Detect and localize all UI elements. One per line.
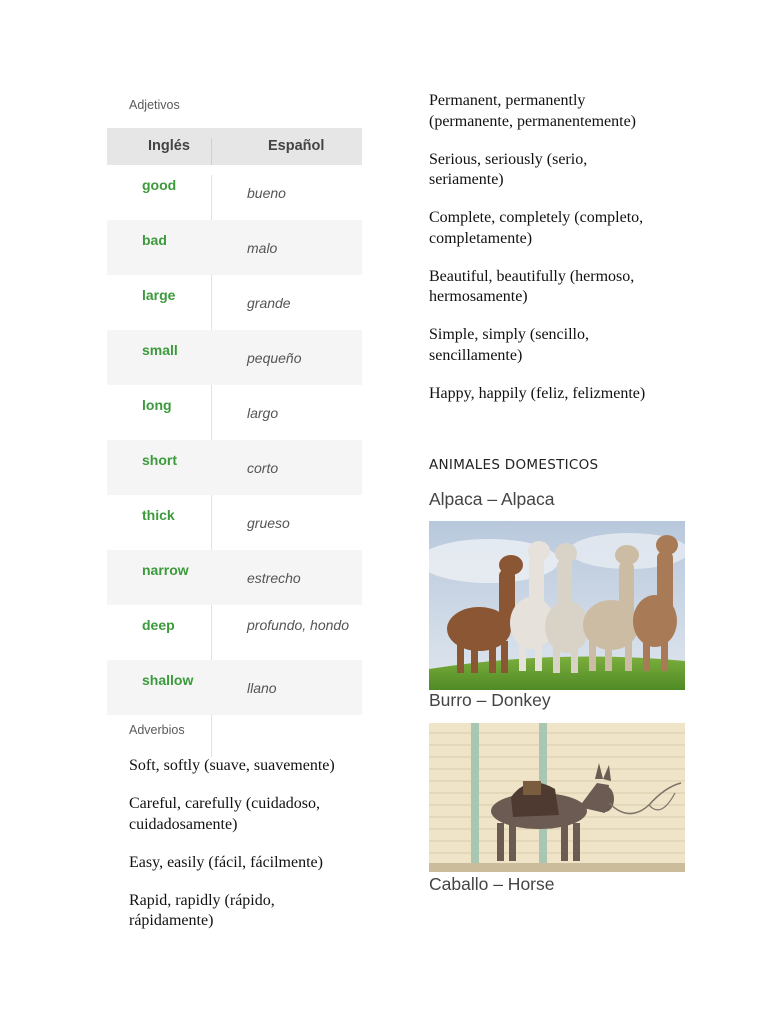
english-word: narrow xyxy=(142,562,189,578)
spanish-word: llano xyxy=(247,680,277,696)
table-row xyxy=(107,550,362,605)
alpaca-photo xyxy=(429,521,685,690)
spanish-word: pequeño xyxy=(247,350,302,366)
table-row xyxy=(107,605,362,660)
adverb-item: Serious, seriously (serio, seriamente) xyxy=(429,150,588,188)
table-row xyxy=(107,440,362,495)
animal-caption: Burro – Donkey xyxy=(429,690,551,710)
english-word: short xyxy=(142,452,177,468)
adverb-item: Simple, simply (sencillo, sencillamente) xyxy=(429,326,589,364)
spanish-word: bueno xyxy=(247,185,286,201)
adverb-list-right xyxy=(429,91,689,422)
table-row xyxy=(107,165,362,220)
english-word: shallow xyxy=(142,672,194,688)
adjectives-table xyxy=(107,128,362,715)
adverb-item: Soft, softly (suave, suavemente) xyxy=(129,757,335,774)
adverb-item: Rapid, rapidly (rápido, rápidamente) xyxy=(129,891,275,929)
header-divider xyxy=(211,138,212,165)
adverb-item: Happy, happily (feliz, felizmente) xyxy=(429,384,646,402)
spanish-word: largo xyxy=(247,405,279,421)
english-word: thick xyxy=(142,507,175,523)
spanish-word: corto xyxy=(247,460,279,476)
adverb-item: Beautiful, beautifully (hermoso, hermosamente) xyxy=(429,267,635,305)
table-row xyxy=(107,220,362,275)
spanish-word: estrecho xyxy=(247,570,301,586)
adverb-item: Easy, easily (fácil, fácilmente) xyxy=(129,853,323,871)
english-word: bad xyxy=(142,232,167,248)
adverb-item: Careful, carefully (cuidadoso, cuidadosamente) xyxy=(129,795,321,833)
spanish-word: grueso xyxy=(247,515,290,531)
table-header xyxy=(107,128,362,165)
spanish-word: malo xyxy=(247,240,278,256)
adjectives-label: Adjetivos xyxy=(129,98,180,112)
spanish-word: profundo, hondo xyxy=(247,617,349,633)
column-header-spanish: Español xyxy=(268,138,325,154)
table-row xyxy=(107,330,362,385)
english-word: long xyxy=(142,397,172,413)
adverb-item: Permanent, permanently (permanente, permanentemente) xyxy=(429,92,636,130)
english-word: deep xyxy=(142,617,175,633)
english-word: good xyxy=(142,177,177,193)
adverb-item: Complete, completely (completo, completamente) xyxy=(429,209,644,247)
animal-caption: Alpaca – Alpaca xyxy=(429,489,555,509)
adverbs-label: Adverbios xyxy=(129,723,185,737)
section-title-animals: ANIMALES DOMESTICOS xyxy=(429,457,599,473)
english-word: large xyxy=(142,287,176,303)
table-row xyxy=(107,275,362,330)
donkey-photo xyxy=(429,723,685,872)
adverb-list-left xyxy=(129,756,379,949)
animal-caption: Caballo – Horse xyxy=(429,874,555,894)
table-row xyxy=(107,385,362,440)
column-header-english: Inglés xyxy=(148,138,190,154)
table-row xyxy=(107,660,362,715)
english-word: small xyxy=(142,342,178,358)
spanish-word: grande xyxy=(247,295,291,311)
table-row xyxy=(107,495,362,550)
